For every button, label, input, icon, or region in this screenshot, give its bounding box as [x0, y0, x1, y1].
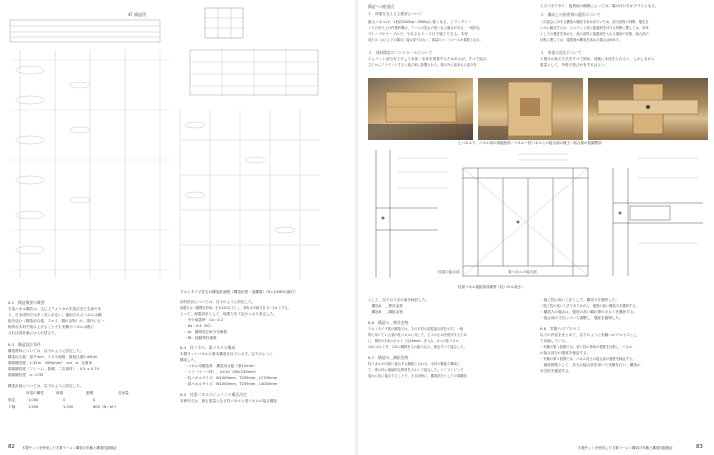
- list-item: ・Ds＝0.4（RC）: [184, 324, 214, 328]
- paragraph-line: 最大パネルは、1枚約200kg～300kgと重くなる。トラックレー: [368, 20, 472, 24]
- paragraph-line: プレハブのケーブルで、やれるも１～２日で施工できる。木材: [368, 32, 468, 36]
- paragraph-line: いかに解決するか、ジョイント部に接着剤を付ける判断に関しては、単体: [540, 26, 649, 30]
- paragraph-line: ・構造Ａの場合は、強度の高い鋼の棒のボルトを選択する。: [540, 310, 638, 314]
- section-heading: 6-5 柱梁パネルのジョイント構法決定: [180, 392, 247, 397]
- paragraph-line: り、日本国内では多く見られない。適用されるパネルは鋼: [8, 313, 102, 317]
- paragraph-line: よって、耐震設計として、地震力を下記のとおり設定した。: [180, 312, 277, 316]
- table-header-cell: 割増: [86, 391, 94, 395]
- paragraph-line: ・最終段階として、実大の接合部を用いた実験を行い、構造の: [540, 363, 641, 367]
- plan-svg: [0, 0, 325, 290]
- paragraph-line: 構造B ＿鋼板金物: [368, 310, 403, 314]
- section-heading: 6-2 構造概要の概要: [8, 300, 45, 305]
- photo-detail-svg: [478, 78, 583, 140]
- section-heading: 6-7 構造Ｂ＿鋼板金物: [368, 355, 409, 360]
- detail-svg: [368, 148, 713, 288]
- table-cell: 固定：: [8, 398, 19, 402]
- list-item: ・梁パネルサイズ：W1000mm、T255mm、L4000mm: [184, 382, 278, 386]
- paragraph-line: 構造計画については、以下のように設定した。: [8, 384, 84, 388]
- table-cell: 0: [63, 398, 66, 402]
- right-page: [358, 0, 714, 455]
- page-footer: 木製サッシを使用した木質ラーメン構造の実験と構造性能検証: [578, 446, 673, 450]
- page-number: 82: [8, 444, 15, 450]
- list-item: ・リブ（リーバ材）：2×10（38×235mm）: [184, 370, 259, 374]
- paragraph-line: １ 荷重を支える主要部について: [368, 12, 422, 16]
- structural-plan-drawing: [0, 0, 325, 290]
- paragraph-line: 般的な木材で組み上げることでも実験やパネルは既に: [8, 325, 95, 329]
- paragraph-line: 構造用合板：厚９mm、ＪＡＳ規格、最低比重0.45t/m: [8, 355, 98, 359]
- paragraph-line: ・接合部の寸法について調整し、強度を確保した。: [540, 316, 623, 320]
- photo-caption: 上パネル下、パネル用の梁接続部／パネルー柱パネルとの接合部の様子／結合部の仮調整部: [458, 141, 602, 145]
- page-number: 83: [696, 444, 703, 450]
- paragraph-line: て計画している。: [540, 339, 569, 343]
- table-cell: 0: [93, 398, 96, 402]
- paragraph-line: 安全性を確認する。: [540, 369, 573, 373]
- photo-panel-joint-1: [368, 78, 473, 140]
- paragraph-line: １階分の柱の寸法をすべて固め、同様に本体を入れると、しかしながら: [540, 57, 655, 61]
- section-heading: ３ 構成上の接着剤の選択について: [540, 12, 601, 17]
- section-heading: 6-3 構造設計条件: [8, 342, 41, 347]
- paragraph-line: 木造パネル構法は、主に上アメリカの木造住宅で主流であ: [8, 307, 102, 311]
- table-cell: 1,500: [63, 405, 74, 409]
- table-cell: 1,500: [28, 405, 39, 409]
- photo-detail-svg: [368, 78, 473, 140]
- section-heading: 6-4 柱パネル、梁パネルの構成: [180, 345, 236, 350]
- paragraph-line: ・実験の第２段階では、パネル同士の接合部の強度を検証する。: [540, 357, 636, 361]
- paragraph-line: ンでの吊り上げ作業時間が、アームの長さの短くなる場合がある。一般的な: [368, 26, 480, 30]
- paragraph-line: の接合部分の強度を検証する。: [540, 351, 591, 355]
- section-heading: 構造への配慮点: [368, 4, 395, 9]
- figure-caption: プロトタイプ住宅の構造計画図（構造伏図・架構図）（S=1/200の縮尺）: [180, 290, 298, 294]
- paragraph-line: て、梁の内に補助的な棒材をボルトで接合した。ドリフトピンで: [368, 368, 464, 372]
- paragraph-line: 地震力は（層間変形角）を1/120以下とし、保有水平耐力を Z＝1.0 とする。: [180, 306, 291, 310]
- paragraph-line: 状態に関しては、接着剤が構造を高める場合は固めた。: [540, 38, 623, 42]
- list-item: ・柱パネルサイズ：W1000mm、T255mm、L2700mm: [184, 376, 278, 380]
- table-header-cell: 床梁の剛性: [26, 391, 44, 395]
- drawing-label: 4F 構造図: [128, 12, 147, 17]
- paragraph-line: ・実験の第１段階では、梁と柱の単体の強度を比較し、パネル: [540, 345, 633, 349]
- photo-detail-svg: [588, 78, 708, 140]
- paragraph-line: 14のボルトを、2本の鋼棒を入れ組み込み、固定すべて接合した。: [368, 345, 467, 349]
- paragraph-line: としての強度を高める、他の部材に接着剤を入れる場所の状態、結合部の: [540, 32, 649, 36]
- paragraph-line: 端面剛性度：a＝0.35: [8, 373, 44, 377]
- photo-panel-joint-2: [478, 78, 583, 140]
- paragraph-line: 板を包む（構造用合板、２×４、鋼の金物）が、国内にも一: [8, 319, 105, 323]
- section-heading: ４ 荷重の設定について: [540, 50, 582, 55]
- detail-label: 柱梁の接合部: [438, 270, 460, 274]
- paragraph-line: 端面剛性度（フレーム、基礎、二次部材）：0.5 ± 0.70: [8, 367, 99, 371]
- list-item: ・中小地震時：Co＝0.2: [184, 318, 224, 322]
- paragraph-line: 構成した。: [180, 358, 198, 362]
- section-heading: 6-6 構造Ａ＿棒状金物: [368, 320, 409, 325]
- paragraph-line: 端面剛性度：1.32m 30N/m/m² cm α：比重率: [8, 361, 93, 365]
- paragraph-line: として、以下の２点の案を検討した。: [368, 298, 430, 302]
- paragraph-line: 立てからアラウンドすると遊び率に影響された。現の外に組まれる部分を: [368, 63, 477, 67]
- paragraph-line: されば設計値には入れ替えた。: [8, 331, 59, 335]
- table-header-cell: 変形量: [118, 391, 129, 395]
- table-cell: 1,000: [28, 398, 39, 402]
- paragraph-line: に、棒状の2本のボルト（径16mm）を入れ、2つの柱パネル: [368, 339, 459, 343]
- paragraph-line: えるべきであり、接着剤の種類によっては、場の付け方がプラスとなる。: [540, 4, 659, 8]
- table-cell: 600（N／m²）: [93, 405, 119, 409]
- paragraph-line: 木製サッシパネルの基本構成を以下に示す。以下のように: [180, 352, 273, 356]
- page-footer: 木製サッシを使用した木質ラーメン構造の実験と構造性能検証: [22, 446, 117, 450]
- paragraph-line: 柱パネルの内部に接合する鋼板と合わせ、木材の鋼板で構成し: [368, 362, 461, 366]
- paragraph-line: ・施工性の高い工法として、構造Ａを選択した。: [540, 298, 619, 302]
- paragraph-line: ジョイント部分を工夫して本体・本体を固着するためあるが、すべて組み: [368, 57, 487, 61]
- table-header-cell: 荷重: [56, 391, 64, 395]
- table-cell: １軸：: [8, 405, 19, 409]
- paragraph-line: 重量として、外壁で遊びが有すればよい。: [540, 63, 609, 67]
- paragraph-line: プロトタイプ梁の構造では、その木材の梁柱接合部を示す。一般: [368, 327, 464, 331]
- list-item: ・Ai：層間変位角分布係数: [184, 330, 227, 334]
- paragraph-line: 二次部会に対する構造の剛性を求め出たいため、部分部材の判断、強化を: [540, 20, 649, 24]
- paragraph-line: 的に用いている梁の柱パネルに対して、ビスの止めを使用するため: [368, 333, 467, 337]
- paragraph-line: 本研究では、最も重量となる柱パネルと梁パネルの接合構造: [180, 399, 278, 403]
- paragraph-line: 構造材料については、以下のように設定した。: [8, 349, 84, 353]
- section-heading: 6-8 実験へのプロセス: [540, 326, 581, 331]
- joint-detail-drawing: [368, 148, 713, 288]
- paragraph-line: 梁から柱に接合することで、それ同時に、構造部分としての梁構造: [368, 374, 467, 378]
- detail-label: 梁パネルの接合部: [508, 270, 537, 274]
- paragraph-line: 同士は（はとんどの場合）接合部ではなく、重量のコントロールが重要となる。: [368, 38, 483, 42]
- section-heading: ２ 部材精度のコントロールについて: [368, 50, 433, 55]
- paragraph-line: 構造A ＿棒状金物: [368, 304, 403, 308]
- detail-caption: 柱梁パネル接続部詳細図（柱パネル高さ）: [458, 285, 525, 289]
- photo-panel-joint-3: [588, 78, 708, 140]
- paragraph-line: 以下の内容をまとめて、以下のように実験へのプロセスとし: [540, 333, 637, 337]
- left-page: [0, 0, 356, 455]
- list-item: ・パネル用構造材：構造用合板（厚12mm）: [184, 364, 257, 368]
- paragraph-line: 部材設計については、以下のように設定した。: [180, 300, 256, 304]
- list-item: ・Rt：振動特性係数: [184, 336, 217, 340]
- paragraph-line: ・施工性の高い工法でありながら、強度の高い構造Ｂを選択する。: [540, 304, 639, 308]
